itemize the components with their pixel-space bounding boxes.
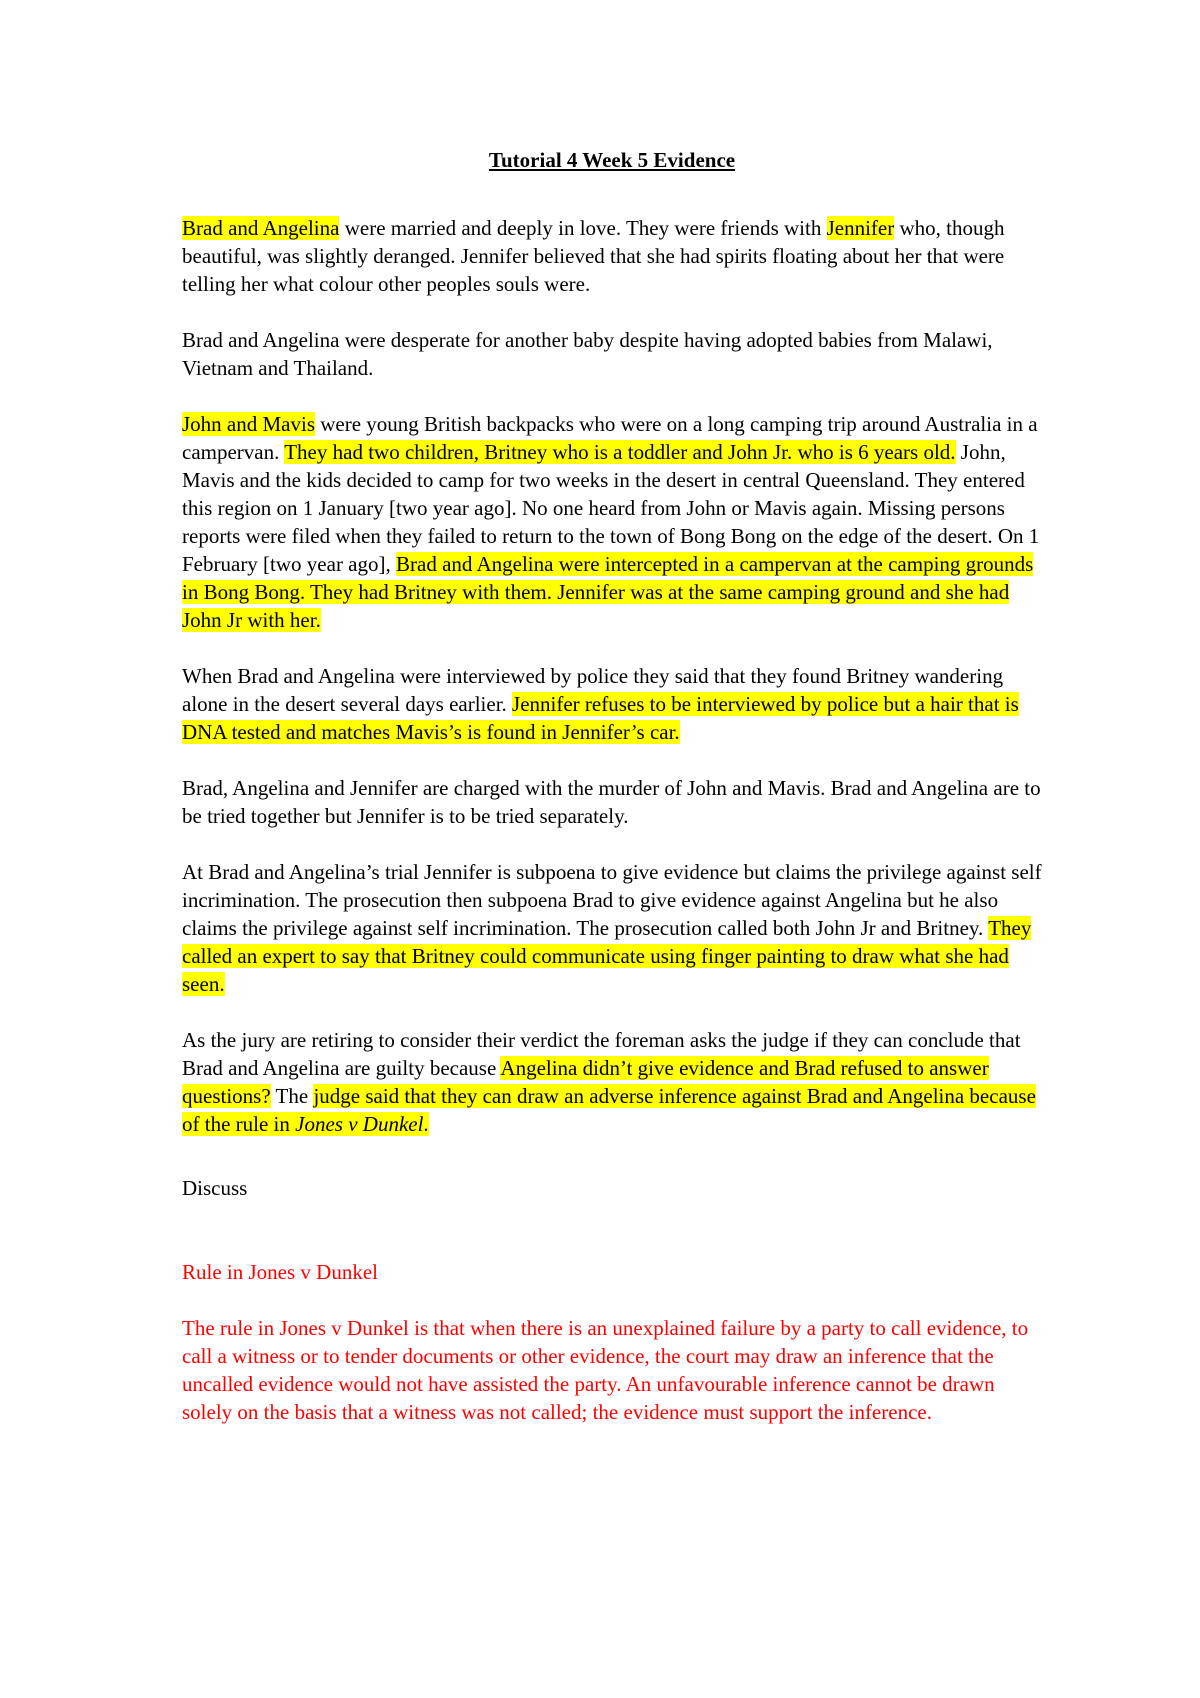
body-text: who, though beautiful, was slightly deranged. Jennifer believed that she had spirits floating about her that were telling her what colour other peoples souls were.	[182, 216, 1005, 296]
rule-explanation: The rule in Jones v Dunkel is that when there is an unexplained failure by a party to call evidence, to call a witness or to tender documents or other evidence, the court may draw an inference that the uncalled evidence would not have assisted the party. An unfavourable inference cannot be drawn solely on the basis that a witness was not called; the evidence must support the inference.	[182, 1316, 1029, 1424]
document-body	[182, 146, 1042, 1454]
highlight-text: Jennifer refuses to be interviewed by police but a hair that is DNA tested and matches Mavis’s is found in Jennifer’s car.	[182, 692, 1019, 744]
rule-heading: Rule in Jones v Dunkel	[182, 1260, 378, 1284]
highlight-text: Brad and Angelina	[182, 216, 340, 240]
body-text: As the jury are retiring to consider their verdict the foreman asks the judge if they can conclude that Brad and Angelina are guilty because	[182, 1028, 1021, 1080]
body-text: were young British backpacks who were on a long camping trip around Australia in a campervan.	[182, 412, 1038, 464]
body-text: .	[423, 1112, 429, 1136]
document-title: Tutorial 4 Week 5 Evidence	[488, 148, 736, 172]
paragraph-trial	[182, 858, 1042, 998]
highlight-text: They called an expert to say that Britney could communicate using finger painting to draw what she had seen.	[182, 916, 1032, 996]
body-text: were married and deeply in love. They were friends with	[339, 216, 827, 240]
body-text: When Brad and Angelina were interviewed by police they said that they found Britney wandering alone in the desert several days earlier.	[182, 664, 1004, 716]
highlight-text: Angelina didn’t give evidence and Brad refused to answer questions?	[182, 1056, 989, 1108]
highlight-text: John and Mavis	[182, 412, 315, 436]
paragraph-interview	[182, 662, 1042, 746]
body-text: At Brad and Angelina’s trial Jennifer is subpoena to give evidence but claims the privilege against self incrimination. The prosecution then subpoena Brad to give evidence against Angelina but he also claims the privilege against self incrimination. The prosecution called both John Jr and Britney.	[182, 860, 1042, 940]
body-text: judge said that they can draw an adverse inference against Brad and Angelina because of the rule in	[182, 1084, 1036, 1136]
body-text: John, Mavis and the kids decided to camp for two weeks in the desert in central Queensland. They entered this region on 1 January [two year ago]. No one heard from John or Mavis again. Missing persons reports were filed when they failed to return to the town of Bong Bong on the edge of the desert. On 1 February [two year ago],	[182, 440, 1040, 576]
highlight-text: Jennifer	[826, 216, 895, 240]
paragraph-adoption: Brad and Angelina were desperate for another baby despite having adopted babies from Malawi, Vietnam and Thailand.	[182, 328, 993, 380]
paragraph-intro	[182, 214, 1042, 298]
highlight-text: They had two children, Britney who is a toddler and John Jr. who is 6 years old.	[284, 440, 956, 464]
paragraph-backpackers	[182, 410, 1042, 634]
paragraph-charges: Brad, Angelina and Jennifer are charged with the murder of John and Mavis. Brad and Angelina are to be tried together but Jennifer is to be tried separately.	[182, 776, 1041, 828]
case-name: Jones v Dunkel	[295, 1112, 424, 1136]
highlight-text: Brad and Angelina were intercepted in a campervan at the camping grounds in Bong Bong. They had Britney with them. Jennifer was at the same camping ground and she had John Jr with her.	[182, 552, 1034, 632]
discuss-label: Discuss	[182, 1176, 248, 1200]
paragraph-jury	[182, 1026, 1042, 1138]
body-text: The	[270, 1084, 314, 1108]
